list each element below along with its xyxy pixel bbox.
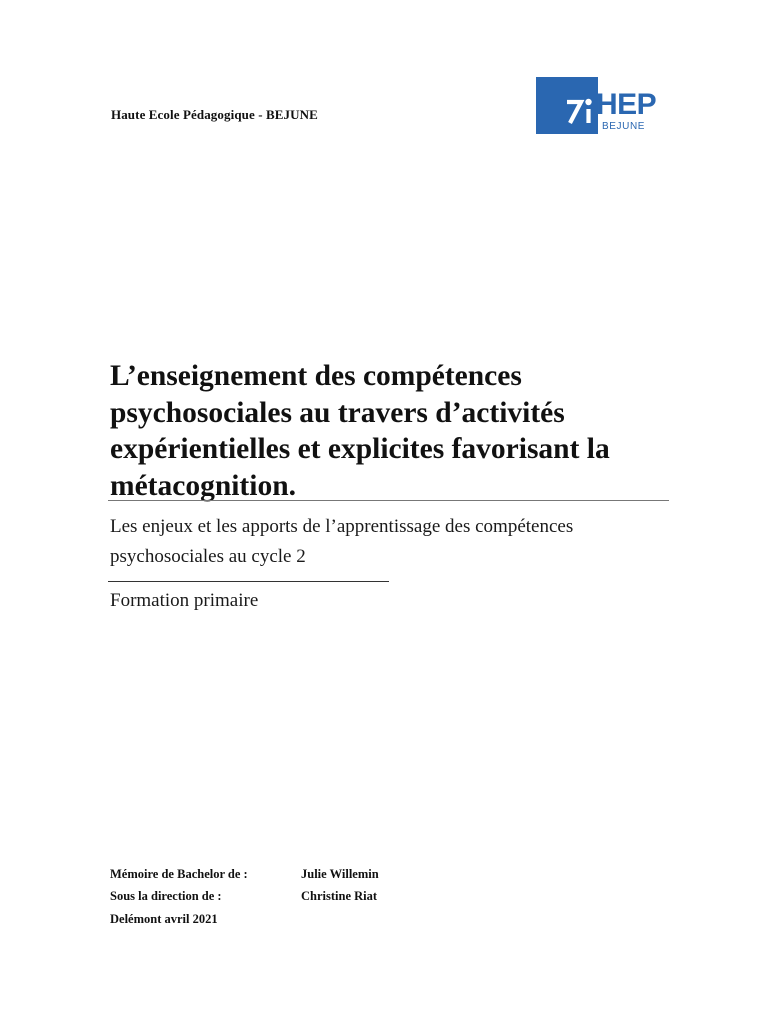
logo-figure-icon [564,96,596,128]
memoire-label: Mémoire de Bachelor de : [110,867,248,881]
title-divider [108,500,669,501]
direction-label: Sous la direction de : [110,889,222,903]
institution-name: Haute Ecole Pédagogique - BEJUNE [111,107,318,122]
logo-subtext: BEJUNE [602,121,646,132]
logo-text: HEP [596,88,657,121]
document-title: L’enseignement des compétences psychosociales au travers d’activités expérientielles et explicites favorisant la métacognition. [110,360,610,502]
author-name: Julie Willemin [301,867,379,881]
supervisor-name: Christine Riat [301,889,378,903]
program-name: Formation primaire [110,590,259,611]
place-date: Delémont avril 2021 [110,912,218,926]
subtitle-divider [108,581,389,582]
document-subtitle: Les enjeux et les apports de l’apprentissage des compétences psychosociales au cycle 2 [110,516,574,567]
hep-logo [536,77,664,137]
